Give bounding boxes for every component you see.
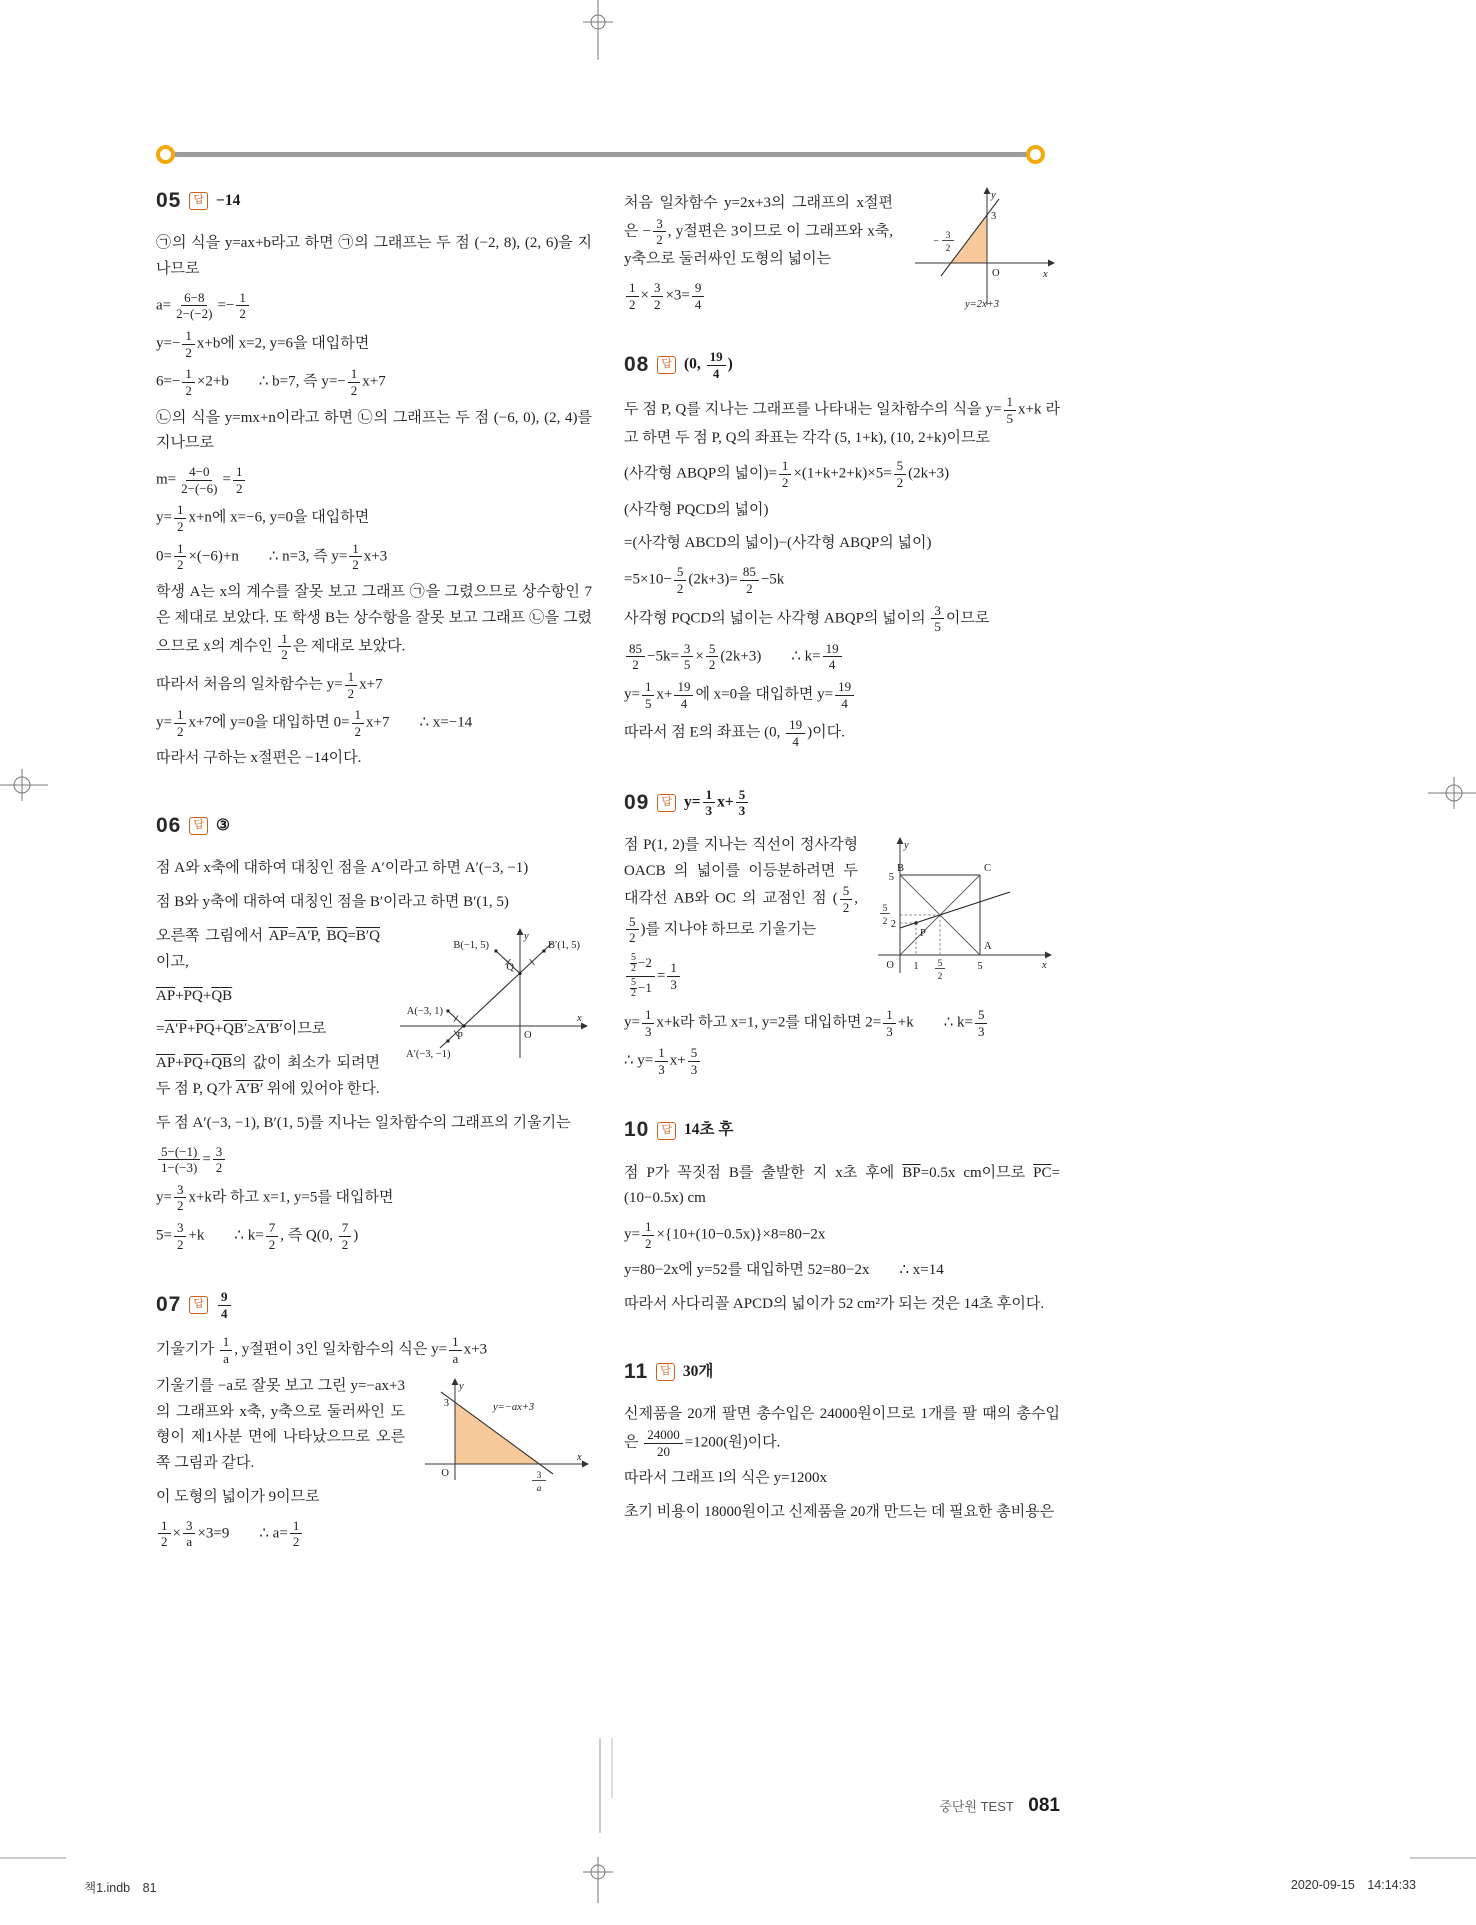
point-P-marker <box>914 921 917 924</box>
problem-number: 10 <box>624 1118 650 1142</box>
fraction-numerator: 5 <box>937 958 943 969</box>
figure-06-graph <box>392 926 592 1066</box>
solution-line: 학생 A는 x의 계수를 잘못 보고 그래프 ㉠을 그렸으므로 상수항인 7은 제대로 보았다. 또 학생 B는 상수항을 잘못 보고 그래프 ㉡을 그렸으므로 x의 계수인 $\frac{1}{2}$ 은 제대로 보았다. <box>156 583 592 663</box>
solution-line: =(사각형 ABCD의 넓이)−(사각형 ABQP의 넓이) <box>624 535 932 552</box>
point-label-C: C <box>984 862 992 874</box>
answer-value: 14초 후 <box>684 1121 734 1139</box>
registration-mark-top <box>573 0 623 62</box>
y-intercept-label: 3 <box>443 1397 449 1409</box>
solution-line: y= $\frac{3}{2}$ x+k라 하고 x=1, y=5를 대입하면 <box>156 1181 394 1214</box>
y-axis-5-label: 5 <box>888 871 894 883</box>
fraction-numerator: 5 <box>882 903 888 914</box>
figure-fig07b <box>905 185 1060 320</box>
solutions-column-right <box>624 183 1060 1534</box>
registration-mark-left <box>0 760 60 810</box>
solution-line: 점 P가 꼭짓점 B를 출발한 지 x초 후에 $\overline{BP}=0.5x$ cm이므로 $\overline{PC}=(10-0.5x)$ cm <box>624 1164 1060 1207</box>
x-intercept-fraction <box>532 1471 546 1494</box>
x-axis-label: x <box>1043 269 1048 280</box>
figure-07b-graph <box>905 185 1060 320</box>
y-axis-label: y <box>904 839 909 851</box>
answer-badge: 답 <box>189 192 208 210</box>
solution-line: 0= $\frac{1}{2}$ ×(−6)+n ∴ n=3, 즉 y= $\frac{1}{2}$ x+3 <box>156 540 388 573</box>
solution-line: 초기 비용이 18000원이고 신제품을 20개 만드는 데 필요한 총비용은 <box>624 1504 1055 1521</box>
section-divider-bar <box>170 152 1030 157</box>
solution-line: 따라서 그래프 l의 식은 y=1200x <box>624 1470 828 1487</box>
problem-heading-10 <box>624 1112 1060 1148</box>
line-equation-label: y=2x+3 <box>965 299 999 310</box>
solution-line: $\overline{AP}+\overline{PQ}+\overline{QB}$의 값이 최소가 되려면 두 점 P, Q가 A′B′ 위에 있어야 한다. <box>156 1055 380 1097</box>
origin-label: O <box>441 1467 449 1479</box>
fold-mark-lines <box>588 1738 628 1838</box>
solution-line: y= $\frac{1}{3}$ x+k라 하고 x=1, y=2를 대입하면 2= $\frac{1}{3}$ +k ∴ k= $\frac{5}{3}$ <box>624 1008 1060 1038</box>
x-axis-label: x <box>1042 959 1047 971</box>
point-label-B: B(−1, 5) <box>453 939 489 951</box>
point-label-P: P <box>920 927 926 939</box>
solution-line: $\frac{5-(-1)}{1-(-3)}$ = $\frac{3}{2}$ <box>156 1145 592 1175</box>
problem-heading-08 <box>624 347 1060 383</box>
answer-badge: 답 <box>657 794 676 812</box>
point-label-A: A(−3, 1) <box>406 1005 443 1017</box>
answer-value: −14 <box>216 191 241 209</box>
problem-heading-05 <box>156 183 592 219</box>
point-label-P: P <box>457 1030 463 1042</box>
solution-line: 사각형 PQCD의 넓이는 사각형 ABQP의 넓이의 $\frac{3}{5}$ 이므로 <box>624 602 990 635</box>
solution-line: y= $\frac{1}{2}$ x+7에 y=0을 대입하면 0= $\frac{1}{2}$ x+7 ∴ x=−14 <box>156 707 473 739</box>
x-axis-1-label: 1 <box>913 960 919 972</box>
origin-label: O <box>992 268 1000 279</box>
problem-heading-07 <box>156 1287 592 1323</box>
point-label-A: A <box>984 940 992 952</box>
axes <box>425 1382 585 1480</box>
answer-badge: 답 <box>656 1363 675 1381</box>
solutions-column-left <box>156 183 592 1557</box>
y-axis-2-label: 2 <box>890 918 896 930</box>
solution-line: 처음 일차함수 y=2x+3의 그래프의 x절편은 − $\frac{3}{2}$ , y절편은 3이므로 이 그래프와 x축, y축으로 둘러싸인 도형의 넓이는 <box>624 195 893 268</box>
solution-line: 점 B와 y축에 대하여 대칭인 점을 B′이라고 하면 B′(1, 5) <box>156 894 509 911</box>
problem-number: 07 <box>156 1293 182 1317</box>
solution-line: $\frac{85}{2}$ −5k= $\frac{3}{5}$ × $\frac{5}{2}$ (2k+3) ∴ k= $\frac{19}{4}$ <box>624 642 1060 672</box>
solution-line: 점 P(1, 2)를 지나는 직선이 정사각형 OACB 의 넓이를 이등분하려면 두 대각선 AB와 OC 의 교점인 점 ( $\frac{5}{2}$ , $\frac{5}{2}$ )를 지나야 하므로 기울기는 <box>624 836 858 946</box>
figure-07-graph <box>417 1376 592 1501</box>
answer-value: 30개 <box>682 1362 714 1380</box>
minus-sign: − <box>933 236 939 247</box>
fraction-numerator: 3 <box>945 231 951 241</box>
solution-line: (사각형 PQCD의 넓이) <box>624 501 769 518</box>
fraction-numerator: 3 <box>536 1470 542 1481</box>
footer-page-number: 081 <box>1028 1795 1060 1816</box>
solution-line: y=− $\frac{1}{2}$ x+b에 x=2, y=6을 대입하면 <box>156 327 370 360</box>
figure-09-graph <box>870 835 1060 985</box>
solution-line: a= $\frac{6-8}{2-(-2)}$ =− $\frac{1}{2}$ <box>156 291 592 321</box>
problem-number: 09 <box>624 790 650 814</box>
y-axis-label: y <box>991 190 996 201</box>
y-axis-label: y <box>524 930 529 942</box>
solution-line: =5×10− $\frac{5}{2}$ (2k+3)= $\frac{85}{2}$ −5k <box>624 564 785 596</box>
print-datetime: 2020-09-15 14:14:33 <box>1290 1878 1416 1892</box>
problem-number: 05 <box>156 189 182 212</box>
answer-badge: 답 <box>657 356 676 374</box>
divider-ring-left-icon <box>156 145 175 164</box>
crop-mark-bottom-left <box>0 1856 70 1860</box>
solution-line: y= $\frac{1}{5}$ x+ $\frac{19}{4}$ 에 x=0을 대입하면 y= $\frac{19}{4}$ <box>624 680 1060 710</box>
solution-line: ㉡의 식을 y=mx+n이라고 하면 ㉡의 그래프는 두 점 (−6, 0), (2, 4)를 지나므로 <box>156 409 592 452</box>
solution-line: 따라서 처음의 일차함수는 y= $\frac{1}{2}$ x+7 <box>156 668 383 701</box>
solution-line: $\overline{AP}+\overline{PQ}+\overline{QB}$ <box>156 987 233 1004</box>
y-axis-half-fraction <box>880 904 890 927</box>
problem-heading-11 <box>624 1354 1060 1390</box>
line-equation-label: y=−ax+3 <box>493 1401 535 1413</box>
solution-line: 따라서 사다리꼴 APCD의 넓이가 52 cm²가 되는 것은 14초 후이다. <box>624 1296 1045 1313</box>
solution-line: 오른쪽 그림에서 $\overline{AP}=A'P$, $\overline{BQ}=B'Q$ 이고, <box>156 927 380 970</box>
problem-heading-09 <box>624 785 1060 821</box>
solution-line: 신제품을 20개 팔면 총수입은 24000원이므로 1개를 팔 때의 총수입은 $\frac{24000}{20}$ =1200(원)이다. <box>624 1406 1060 1459</box>
print-filename: 책1.indb 81 <box>84 1881 157 1895</box>
solution-line: 기울기가 $\frac{1}{a}$ , y절편이 3인 일차함수의 식은 y= $\frac{1}{a}$ x+3 <box>156 1334 488 1367</box>
answer-value: $\frac{9}{4}$ <box>216 1290 233 1320</box>
solution-line: ㉠의 식을 y=ax+b라고 하면 ㉠의 그래프는 두 점 (−2, 8), (2, 6)을 지나므로 <box>156 235 592 277</box>
solution-line: 점 A와 x축에 대하여 대칭인 점을 A′이라고 하면 A′(−3, −1) <box>156 860 529 877</box>
point-label-A-prime: A′(−3, −1) <box>406 1048 451 1060</box>
axis-arrowheads <box>897 837 1053 959</box>
x-axis-label: x <box>577 1012 582 1024</box>
page-footer <box>624 1795 1060 1817</box>
problem-number: 06 <box>156 814 182 838</box>
fraction-denominator: a <box>536 1483 542 1494</box>
answer-value: ③ <box>216 816 230 834</box>
fraction-denominator: 2 <box>945 244 951 254</box>
solution-line: ∴ y= $\frac{1}{3}$ x+ $\frac{5}{3}$ <box>624 1046 1060 1076</box>
x-intercept-fraction <box>933 231 954 254</box>
solution-line: $=A'P+\overline{PQ}+QB'\ge A'B'$이므로 <box>156 1021 327 1038</box>
crop-mark-bottom-right <box>1406 1856 1476 1860</box>
solution-line: y=80−2x에 y=52를 대입하면 52=80−2x ∴ x=14 <box>624 1262 944 1279</box>
fraction-denominator: 2 <box>937 971 943 982</box>
point-label-B-prime: B′(1, 5) <box>548 939 581 951</box>
answer-value: y= $\frac{1}{3}$ x+ $\frac{5}{3}$ <box>684 788 750 818</box>
registration-mark-right <box>1416 768 1476 818</box>
x-axis-5-label: 5 <box>977 960 983 972</box>
solution-line: 따라서 구하는 x절편은 −14이다. <box>156 750 362 767</box>
answer-badge: 답 <box>657 1122 676 1140</box>
solution-line: 이 도형의 넓이가 9이므로 <box>156 1488 320 1505</box>
solution-line: (사각형 ABQP의 넓이)= $\frac{1}{2}$ ×(1+k+2+k)×5= $\frac{5}{2}$ (2k+3) <box>624 458 950 490</box>
solution-line: y= $\frac{1}{2}$ ×{10+(10−0.5x)}×8=80−2x <box>624 1219 826 1251</box>
solution-line: $\frac{1}{2}$ × $\frac{3}{a}$ ×3=9 ∴ a= $\frac{1}{2}$ <box>156 1519 592 1549</box>
figure-fig07 <box>417 1376 592 1501</box>
problem-heading-06 <box>156 808 592 844</box>
solution-line: 따라서 점 E의 좌표는 (0, $\frac{19}{4}$ )이다. <box>624 717 845 749</box>
figure-fig09 <box>870 835 1060 985</box>
solution-line: y= $\frac{1}{2}$ x+n에 x=−6, y=0을 대입하면 <box>156 502 370 535</box>
solution-line: m= $\frac{4-0}{2-(-6)}$ = $\frac{1}{2}$ <box>156 465 592 495</box>
figure-fig06 <box>392 926 592 1066</box>
x-axis-half-fraction <box>935 959 945 982</box>
point-label-B: B <box>897 862 905 874</box>
y-intercept-label: 3 <box>991 211 997 222</box>
solution-line: 6=− $\frac{1}{2}$ ×2+b ∴ b=7, 즉 y=− $\frac{1}{2}$ x+7 <box>156 366 386 398</box>
problem-number: 08 <box>624 353 650 377</box>
answer-badge: 답 <box>189 1296 208 1314</box>
registration-mark-bottom <box>573 1845 623 1905</box>
solution-line: 두 점 A′(−3, −1), B′(1, 5)를 지나는 일차함수의 그래프의 기울기는 <box>156 1114 571 1131</box>
origin-label: O <box>886 959 894 971</box>
solution-line: 5= $\frac{3}{2}$ +k ∴ k= $\frac{7}{2}$ , 즉 Q(0, $\frac{7}{2}$ ) <box>156 1220 359 1252</box>
x-axis-label: x <box>577 1451 582 1463</box>
footer-section-label: 중단원 TEST <box>939 1799 1014 1814</box>
point-label-Q: Q <box>506 961 514 973</box>
answer-badge: 답 <box>189 817 208 835</box>
y-axis-label: y <box>459 1380 464 1392</box>
origin-label: O <box>524 1029 532 1041</box>
answer-value: (0, $\frac{19}{4}$ ) <box>684 349 733 381</box>
problem-number: 11 <box>624 1360 649 1384</box>
solution-line: $\frac{1}{2}$ × $\frac{3}{2}$ ×3= $\frac{9}{4}$ <box>624 281 1060 311</box>
solution-line: $\frac{5}{2}$ −2 $\frac{5}{2}$ −1 = $\frac{1}{3}$ <box>624 953 1060 1000</box>
divider-ring-right-icon <box>1026 145 1045 164</box>
solution-line: 기울기를 −a로 잘못 보고 그린 y=−ax+3의 그래프와 x축, y축으로 둘러싸인 도형이 제1사분 면에 나타났으므로 오른쪽 그림과 같다. <box>156 1377 405 1472</box>
fraction-denominator: 2 <box>882 916 888 927</box>
solution-line: 두 점 P, Q를 지나는 그래프를 나타내는 일차함수의 식을 y= $\frac{1}{5}$ x+k 라고 하면 두 점 P, Q의 좌표는 각각 (5, 1+k), (10, 2+k)이므로 <box>624 394 1060 446</box>
